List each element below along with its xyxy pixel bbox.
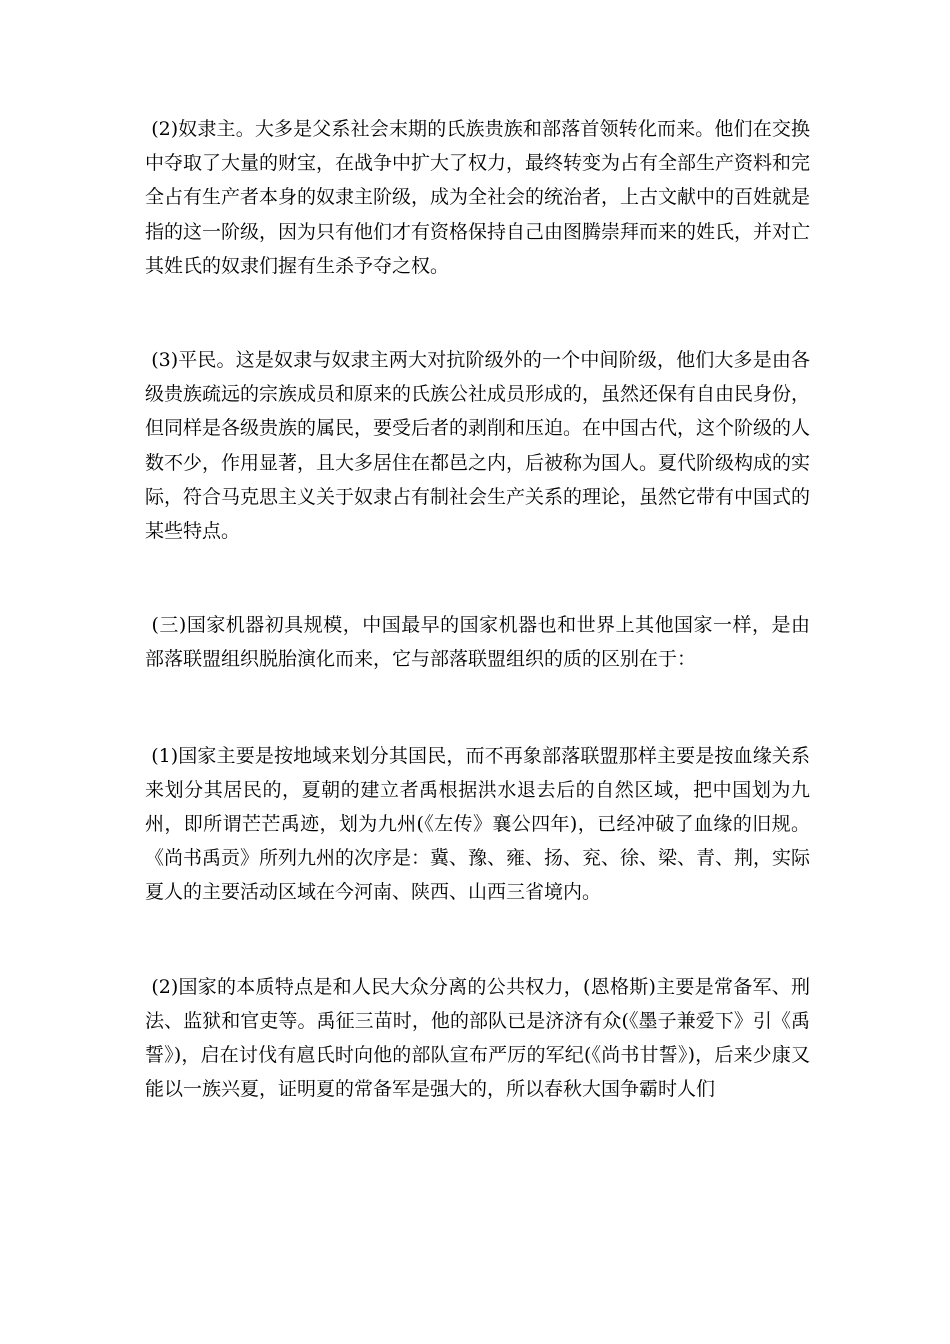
paragraph-commoners: (3)平民。这是奴隶与奴隶主两大对抗阶级外的一个中间阶级，他们大多是由各级贵族疏远的宗族成员和原来的氏族公社成员形成的，虽然还保有自由民身份，但同样是各级贵族的属民，要受后者的剥削和压迫。在中国古代，这个阶级的人数不少，作用显著，且大多居住在都邑之内，后被称为国人。夏代阶级构成的实际，符合马克思主义关于奴隶占有制社会生产关系的理论，虽然它带有中国式的某些特点。: [145, 349, 811, 543]
document-page: [145, 112, 810, 1106]
paragraph-territorial-division: (1)国家主要是按地域来划分其国民，而不再象部落联盟那样主要是按血缘关系来划分其居民的，夏朝的建立者禹根据洪水退去后的自然区域，把中国划为九州，即所谓芒芒禹迹，划为九州(《左传》襄公四年)，已经冲破了血缘的旧规。《尚书禹贡》所列九州的次序是：冀、豫、雍、扬、兖、徐、梁、青、荆，实际夏人的主要活动区域在今河南、陕西、山西三省境内。: [145, 744, 811, 904]
paragraph-public-power: (2)国家的本质特点是和人民大众分离的公共权力，(恩格斯)主要是常备军、刑法、监狱和官吏等。禹征三苗时，他的部队已是济济有众(《墨子兼爱下》引《禹誓》)，启在讨伐有扈氏时向他的部队宣布严厉的军纪(《尚书甘誓》)，后来少康又能以一族兴夏，证明夏的常备军是强大的，所以春秋大国争霸时人们: [145, 975, 810, 1101]
paragraph-state-machinery: (三)国家机器初具规模，中国最早的国家机器也和世界上其他国家一样，是由部落联盟组织脱胎演化而来，它与部落联盟组织的质的区别在于：: [145, 614, 810, 671]
paragraph-slaveowners: (2)奴隶主。大多是父系社会末期的氏族贵族和部落首领转化而来。他们在交换中夺取了大量的财宝，在战争中扩大了权力，最终转变为占有全部生产资料和完全占有生产者本身的奴隶主阶级，成为全社会的统治者，上古文献中的百姓就是指的这一阶级，因为只有他们才有资格保持自己由图腾崇拜而来的姓氏，并对亡其姓氏的奴隶们握有生杀予夺之权。: [145, 118, 811, 277]
